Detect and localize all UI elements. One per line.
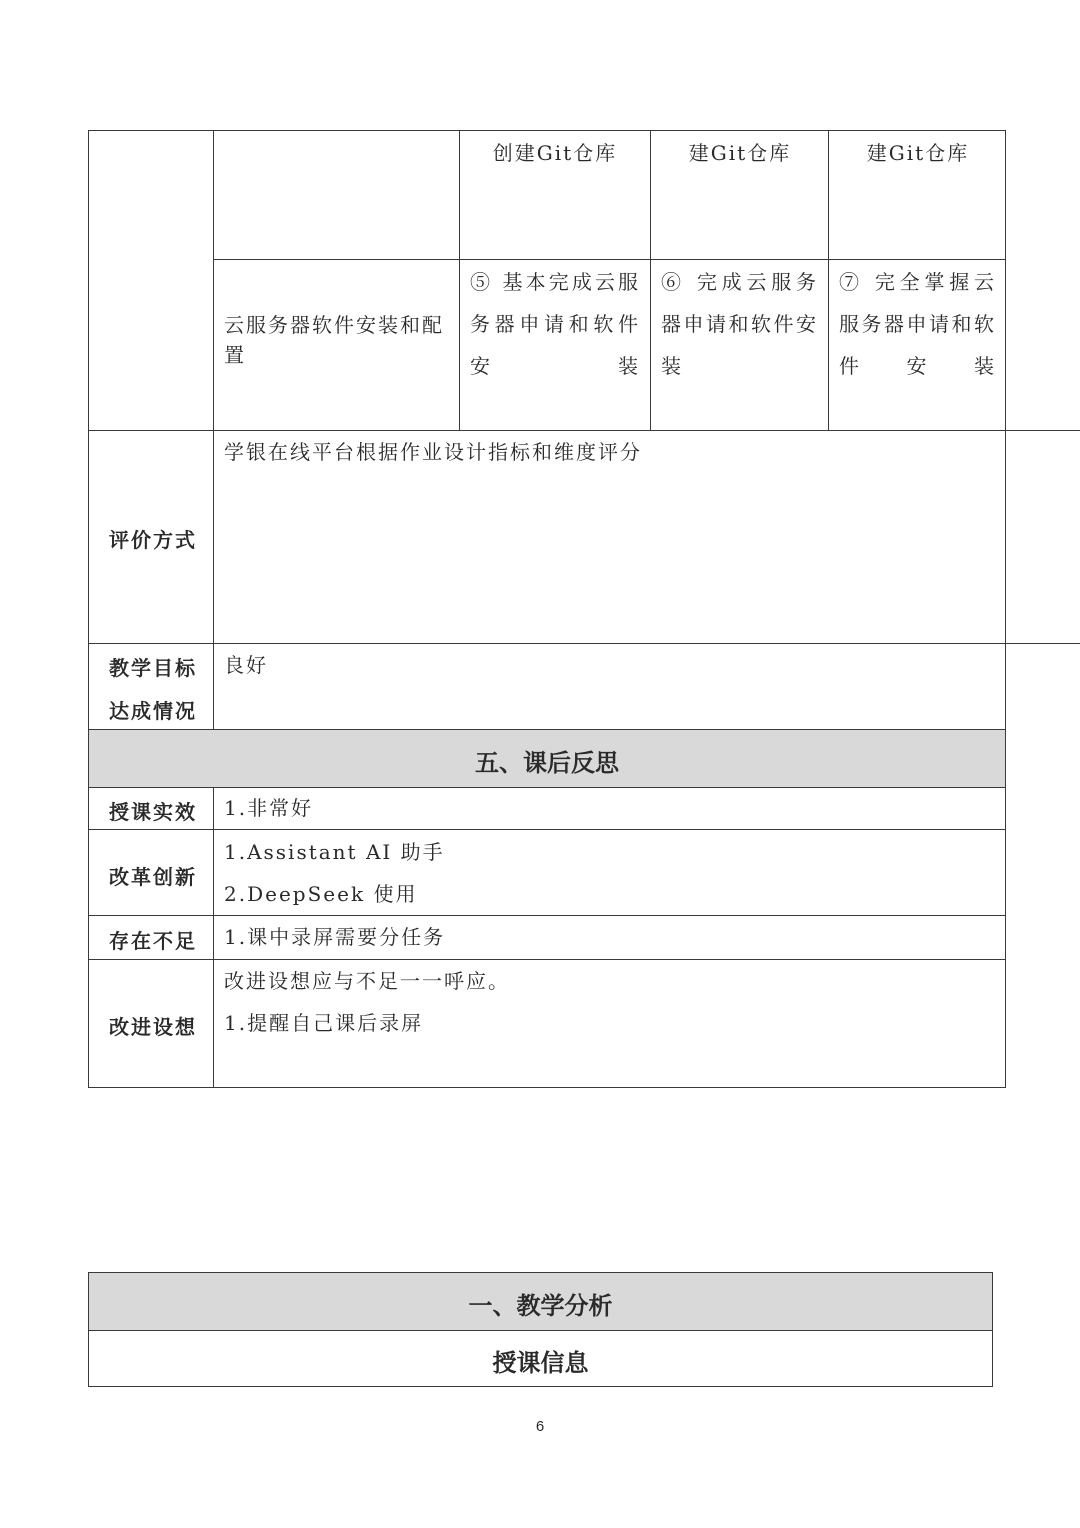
- goal-achievement-content: 良好: [224, 653, 268, 677]
- section-subtitle: 授课信息: [492, 1349, 589, 1377]
- table-border-top: [88, 130, 1006, 131]
- table-border-right: [1005, 130, 1006, 1088]
- table-border-top: [88, 1272, 993, 1273]
- goal-achievement-label: 达成情况: [109, 699, 197, 723]
- table-rule: [459, 130, 460, 431]
- reflection-label: 改革创新: [109, 865, 197, 889]
- table-rule: [650, 130, 651, 431]
- table-rule: [213, 259, 1006, 260]
- criteria-cell: ⑦ 完全掌握云服务器申请和软件安装: [839, 270, 996, 378]
- table-rule: [88, 1330, 993, 1331]
- reflection-content: 2.DeepSeek 使用: [224, 882, 418, 906]
- reflection-label: 改进设想: [109, 1015, 197, 1039]
- reflection-content: 1.提醒自己课后录屏: [224, 1011, 424, 1035]
- criteria-cell: 创建Git仓库: [492, 141, 618, 165]
- reflection-content: 1.课中录屏需要分任务: [224, 925, 446, 949]
- reflection-content: 1.非常好: [224, 796, 314, 820]
- evaluation-content: 学银在线平台根据作业设计指标和维度评分: [224, 440, 642, 464]
- reflection-label: 存在不足: [109, 929, 197, 953]
- criteria-cell: 建Git仓库: [688, 141, 792, 165]
- goal-achievement-label: 教学目标: [109, 656, 197, 680]
- table-border-bottom: [88, 1087, 1006, 1088]
- table-border-right: [992, 1272, 993, 1387]
- table-rule: [213, 787, 214, 1088]
- section-title: 一、教学分析: [468, 1292, 613, 1320]
- table-rule: [828, 130, 829, 431]
- criteria-cell: 建Git仓库: [866, 141, 970, 165]
- page-number: 6: [535, 1418, 545, 1435]
- section-title: 五、课后反思: [475, 749, 619, 777]
- reflection-content: 改进设想应与不足一一呼应。: [224, 969, 510, 993]
- evaluation-label: 评价方式: [109, 528, 197, 552]
- criteria-cell: ⑤ 基本完成云服务器申请和软件安装: [470, 270, 640, 378]
- reflection-content: 1.Assistant AI 助手: [224, 840, 445, 864]
- table-rule: [213, 130, 214, 730]
- table-border-left: [88, 130, 89, 1088]
- table-rule: [88, 829, 1006, 830]
- criteria-cell: ⑥ 完成云服务器申请和软件安装: [661, 270, 818, 378]
- table-border-bottom: [88, 1386, 993, 1387]
- reflection-label: 授课实效: [109, 800, 197, 824]
- criteria-item-label: 云服务器软件安装和配置: [224, 313, 444, 367]
